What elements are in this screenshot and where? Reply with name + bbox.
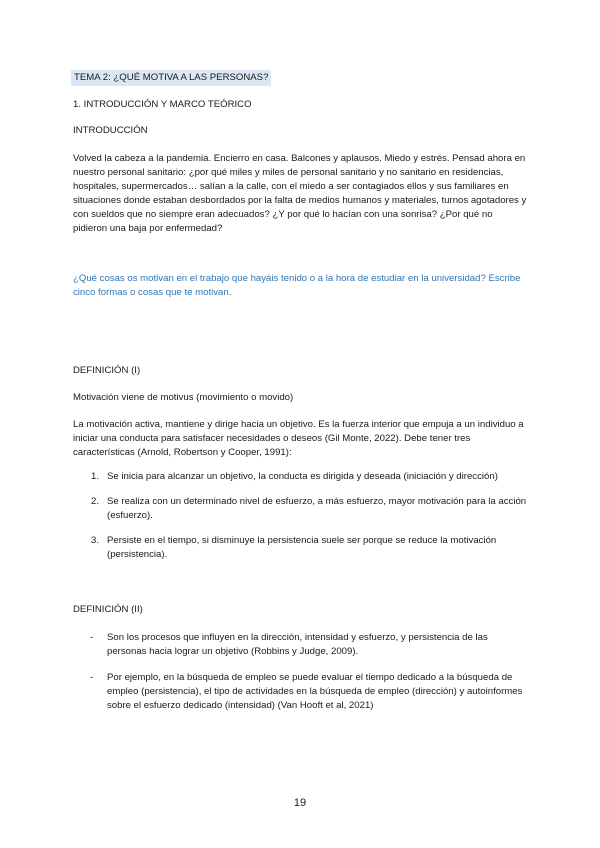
list-item-number: 3. xyxy=(91,535,100,546)
intro-question: ¿Qué cosas os motivan en el trabajo que hayáis tenido o a la hora de estudiar en la universidad? Escribe cinco formas o cosas que te motivan. xyxy=(73,273,521,298)
dash-bullet: - xyxy=(90,632,94,643)
page-number: 19 xyxy=(293,797,307,809)
list-item xyxy=(73,671,528,713)
list-item-text: Son los procesos que influyen en la dirección, intensidad y esfuerzo, y persistencia de las personas hacia lograr un objetivo (Robbins y Judge, 2009). xyxy=(107,632,488,657)
list-item-text: Persiste en el tiempo, si disminuye la persistencia suele ser porque se reduce la motivación (persistencia). xyxy=(107,535,497,560)
definition-1-etymology: Motivación viene de motivus (movimiento o movido) xyxy=(73,392,294,403)
intro-heading: INTRODUCCIÓN xyxy=(73,125,148,136)
list-item-number: 2. xyxy=(91,496,100,507)
definition-1-heading: DEFINICIÓN (I) xyxy=(73,365,141,376)
definition-1-paragraph: La motivación activa, mantiene y dirige hacia un objetivo. Es la fuerza interior que empuja a un individuo a iniciar una conducta para satisfacer necesidades o deseos (Gil Monte, 2022). Debe tener tres características (Arnold, Robertson y Cooper, 1991): xyxy=(73,419,524,458)
list-item xyxy=(73,470,528,484)
dash-bullet: - xyxy=(90,672,94,683)
definition-2-list xyxy=(73,631,528,725)
list-item-text: Por ejemplo, en la búsqueda de empleo se puede evaluar el tiempo dedicado a la búsqueda de empleo (persistencia), el tipo de actividades en la búsqueda de empleo (dirección) y autoinformes sobre el esfuerzo dedicado (intensidad) (Van Hooft et al, 2021) xyxy=(107,672,523,711)
topic-title: TEMA 2: ¿QUÉ MOTIVA A LAS PERSONAS? xyxy=(71,70,271,86)
characteristics-list xyxy=(73,470,528,573)
list-item-text: Se realiza con un determinado nivel de esfuerzo, a más esfuerzo, mayor motivación para la acción (esfuerzo). xyxy=(107,496,527,521)
definition-2-heading: DEFINICIÓN (II) xyxy=(73,604,143,615)
list-item xyxy=(73,631,528,659)
list-item-text: Se inicia para alcanzar un objetivo, la conducta es dirigida y deseada (iniciación y dirección) xyxy=(107,471,498,482)
section-title: 1. INTRODUCCIÓN Y MARCO TEÓRICO xyxy=(73,99,252,110)
intro-paragraph: Volved la cabeza a la pandemia. Encierro en casa. Balcones y aplausos. Miedo y estrés. Pensad ahora en nuestro personal sanitario: ¿por qué miles y miles de personal sanitario y no sanitario en residencias, hospitales, supermercados… salían a la calle, con el miedo a ser contagiados ellos y sus familiares en situaciones donde estaban desbordados por la falta de medios humanos y materiales, turnos agotadores y con sueldos que no siempre eran adecuados? ¿Y por qué lo hacían con una sonrisa? ¿Por qué no pidieron una baja por enfermedad? xyxy=(73,153,527,234)
list-item xyxy=(73,534,528,562)
list-item-number: 1. xyxy=(91,471,100,482)
list-item xyxy=(73,495,528,523)
